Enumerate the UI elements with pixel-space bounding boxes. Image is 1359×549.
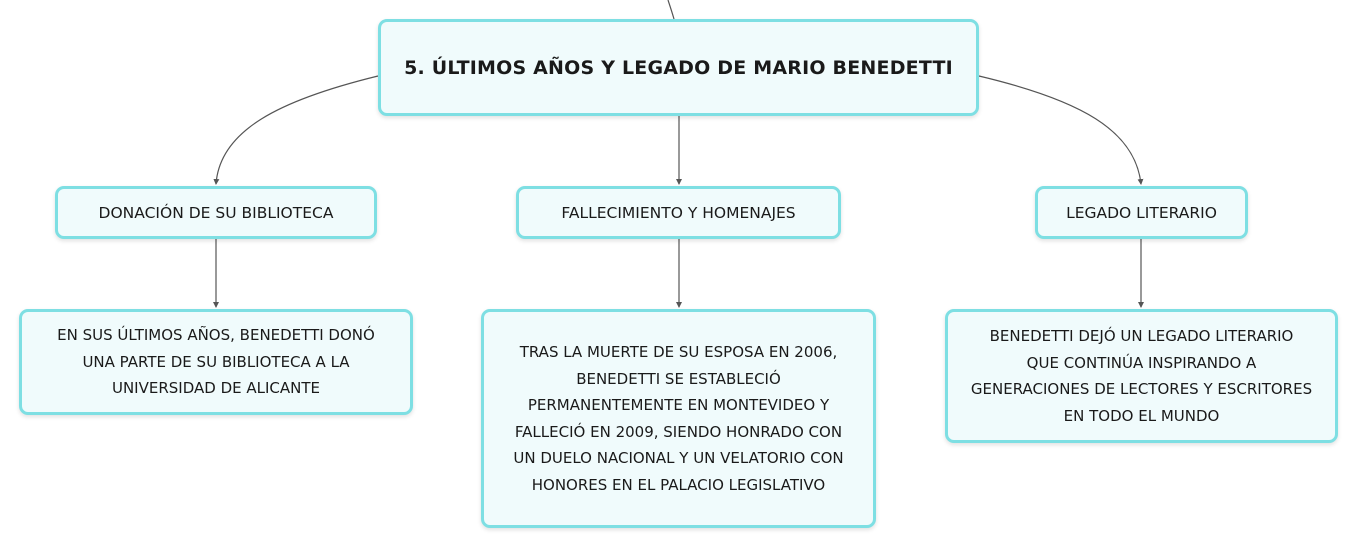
text-line: EN SUS ÚLTIMOS AÑOS, BENEDETTI DONÓ [57,326,375,345]
text-line: FALLECIÓ EN 2009, SIENDO HONRADO CON [514,422,843,441]
subtopic-text [513,339,843,498]
connector-root-to-legado [979,76,1141,184]
topic-label: DONACIÓN DE SU BIBLIOTECA [98,203,334,222]
root-topic-title: 5. ÚLTIMOS AÑOS Y LEGADO DE MARIO BENEDETTI [404,56,953,79]
text-line: EN TODO EL MUNDO [1063,406,1220,425]
text-line: BENEDETTI DEJÓ UN LEGADO LITERARIO [989,327,1294,345]
subtopic-fallecimiento-detail[interactable] [481,309,876,528]
text-line: UNA PARTE DE SU BIBLIOTECA A LA [82,352,350,371]
text-line: HONORES EN EL PALACIO LEGISLATIVO [531,475,826,494]
text-line: BENEDETTI SE ESTABLECIÓ [576,369,781,388]
subtopic-text [971,323,1312,429]
text-line: QUE CONTINÚA INSPIRANDO A [1026,353,1257,372]
text-line: GENERACIONES DE LECTORES Y ESCRITORES [970,380,1313,398]
subtopic-text [57,322,375,402]
text-line: PERMANENTEMENTE EN MONTEVIDEO Y [527,396,830,414]
topic-legado-literario[interactable] [1035,186,1248,239]
topic-label: FALLECIMIENTO Y HOMENAJES [561,203,796,222]
parent-connector [668,0,674,19]
subtopic-donacion-detail[interactable] [19,309,413,415]
topic-label: LEGADO LITERARIO [1066,203,1217,222]
topic-fallecimiento-homenajes[interactable] [516,186,841,239]
connector-root-to-biblioteca [216,76,378,184]
topic-donacion-biblioteca[interactable] [55,186,377,239]
subtopic-legado-detail[interactable] [945,309,1338,443]
text-line: UN DUELO NACIONAL Y UN VELATORIO CON [513,449,844,467]
text-line: TRAS LA MUERTE DE SU ESPOSA EN 2006, [519,343,838,361]
text-line: UNIVERSIDAD DE ALICANTE [111,379,320,398]
root-topic[interactable] [378,19,979,116]
